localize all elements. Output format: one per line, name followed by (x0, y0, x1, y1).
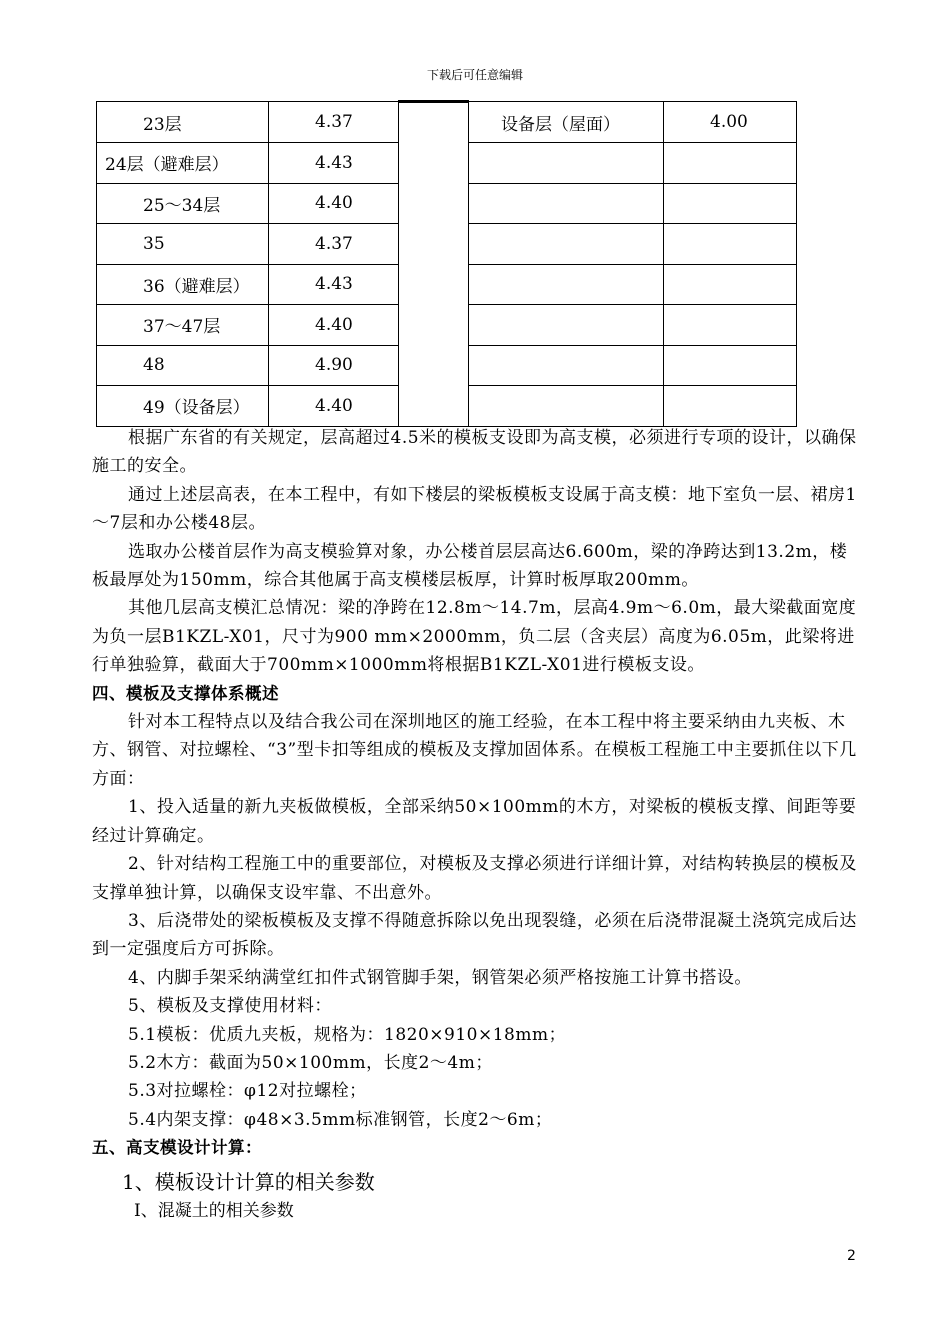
separator-cell (399, 305, 469, 346)
page-header: 下载后可任意编辑 (426, 68, 523, 82)
left-floor-cell: 37～47层 (97, 305, 269, 346)
right-floor-cell (469, 183, 664, 224)
right-height-cell: 4.00 (664, 102, 797, 143)
left-floor-cell: 35 (97, 224, 269, 265)
section-5-heading: 五、高支模设计计算： (92, 1138, 262, 1158)
left-height-cell: 4.40 (269, 386, 399, 427)
section-5-subsubheading: Ⅰ、混凝土的相关参数 (134, 1200, 294, 1221)
list-item: 5.2木方：截面为50×100mm，长度2～4m； (128, 1052, 493, 1073)
separator-cell (399, 345, 469, 386)
table-row (97, 183, 797, 224)
table-row (97, 305, 797, 346)
table-row (97, 143, 797, 184)
separator-cell (399, 143, 469, 184)
table-row (97, 224, 797, 265)
list-item: 5.1模板：优质九夹板，规格为：1820×910×18mm； (128, 1024, 567, 1045)
right-height-cell (664, 183, 797, 224)
right-height-cell (664, 305, 797, 346)
left-floor-cell: 24层（避难层） (97, 143, 269, 184)
left-floor-cell: 36（避难层） (97, 264, 269, 305)
right-height-cell (664, 143, 797, 184)
left-floor-cell: 25～34层 (97, 183, 269, 224)
section-5-subheading: 1、模板设计计算的相关参数 (122, 1169, 375, 1194)
right-height-cell (664, 264, 797, 305)
left-height-cell: 4.40 (269, 183, 399, 224)
separator-cell (399, 224, 469, 265)
table-row (97, 345, 797, 386)
floor-height-table (96, 100, 797, 427)
right-height-cell (664, 345, 797, 386)
paragraph-summary: 其他几层高支模汇总情况：梁的净跨在12.8m～14.7m，层高4.9m～6.0m，最大梁截面宽度为负一层B1KZL-X01，尺寸为900 mm×2000mm，负二层（含夹层）高度为6.05m，此梁将进行单独验算，截面大于700mm×1000mm将根据B1KZL-X01进行模板支设。 (92, 598, 857, 676)
left-height-cell: 4.43 (269, 264, 399, 305)
right-floor-cell (469, 305, 664, 346)
left-height-cell: 4.37 (269, 102, 399, 143)
document-body (92, 424, 862, 1225)
section-4-intro: 针对本工程特点以及结合我公司在深圳地区的施工经验，在本工程中将主要采纳由九夹板、木方、钢管、对拉螺栓、“3”型卡扣等组成的模板及支撑加固体系。在模板工程施工中主要抓住以下几方面： (92, 712, 857, 789)
section-4-heading: 四、模板及支撑体系概述 (92, 683, 279, 703)
right-floor-cell: 设备层（屋面） (469, 102, 664, 143)
right-floor-cell (469, 386, 664, 427)
left-floor-cell: 48 (97, 345, 269, 386)
separator-cell (399, 264, 469, 305)
list-item: 2、针对结构工程施工中的重要部位，对模板及支撑必须进行详细计算，对结构转换层的模板及支撑单独计算，以确保支设牢靠、不出意外。 (92, 854, 857, 903)
left-floor-cell: 49（设备层） (97, 386, 269, 427)
right-height-cell (664, 224, 797, 265)
list-item: 5.3对拉螺栓：φ12对拉螺栓； (128, 1081, 367, 1102)
separator-cell (399, 386, 469, 427)
left-height-cell: 4.90 (269, 345, 399, 386)
paragraph-high-support-rule: 根据广东省的有关规定，层高超过4.5米的模板支设即为高支模，必须进行专项的设计，以确保施工的安全。 (92, 428, 857, 477)
left-height-cell: 4.37 (269, 224, 399, 265)
right-floor-cell (469, 224, 664, 265)
table-row (97, 264, 797, 305)
list-item: 5、模板及支撑使用材料： (128, 996, 332, 1017)
left-floor-cell: 23层 (97, 102, 269, 143)
table-row (97, 386, 797, 427)
left-height-cell: 4.43 (269, 143, 399, 184)
left-height-cell: 4.40 (269, 305, 399, 346)
paragraph-high-support-floors: 通过上述层高表，在本工程中，有如下楼层的梁板模板支设属于高支模：地下室负一层、裙房1～7层和办公楼48层。 (92, 484, 857, 534)
list-item: 3、后浇带处的梁板模板及支撑不得随意拆除以免出现裂缝，必须在后浇带混凝土浇筑完成后达到一定强度后方可拆除。 (92, 910, 857, 960)
paragraph-check-object: 选取办公楼首层作为高支模验算对象，办公楼首层层高达6.600m，梁的净跨达到13.2m，楼板最厚处为150mm，综合其他属于高支模楼层板厚，计算时板厚取200mm。 (92, 541, 848, 591)
separator-cell (399, 183, 469, 224)
list-item: 5.4内架支撑：φ48×3.5mm标准钢管，长度2～6m； (128, 1109, 553, 1130)
right-floor-cell (469, 264, 664, 305)
right-floor-cell (469, 345, 664, 386)
right-height-cell (664, 386, 797, 427)
separator-cell (399, 102, 469, 143)
list-item: 4、内脚手架采纳满堂红扣件式钢管脚手架，钢管架必须严格按施工计算书搭设。 (128, 967, 752, 988)
right-floor-cell (469, 143, 664, 184)
list-item: 1、投入适量的新九夹板做模板，全部采纳50×100mm的木方，对梁板的模板支撑、间距等要经过计算确定。 (92, 797, 857, 846)
page-number: 2 (847, 1248, 856, 1264)
table-row (97, 102, 797, 143)
